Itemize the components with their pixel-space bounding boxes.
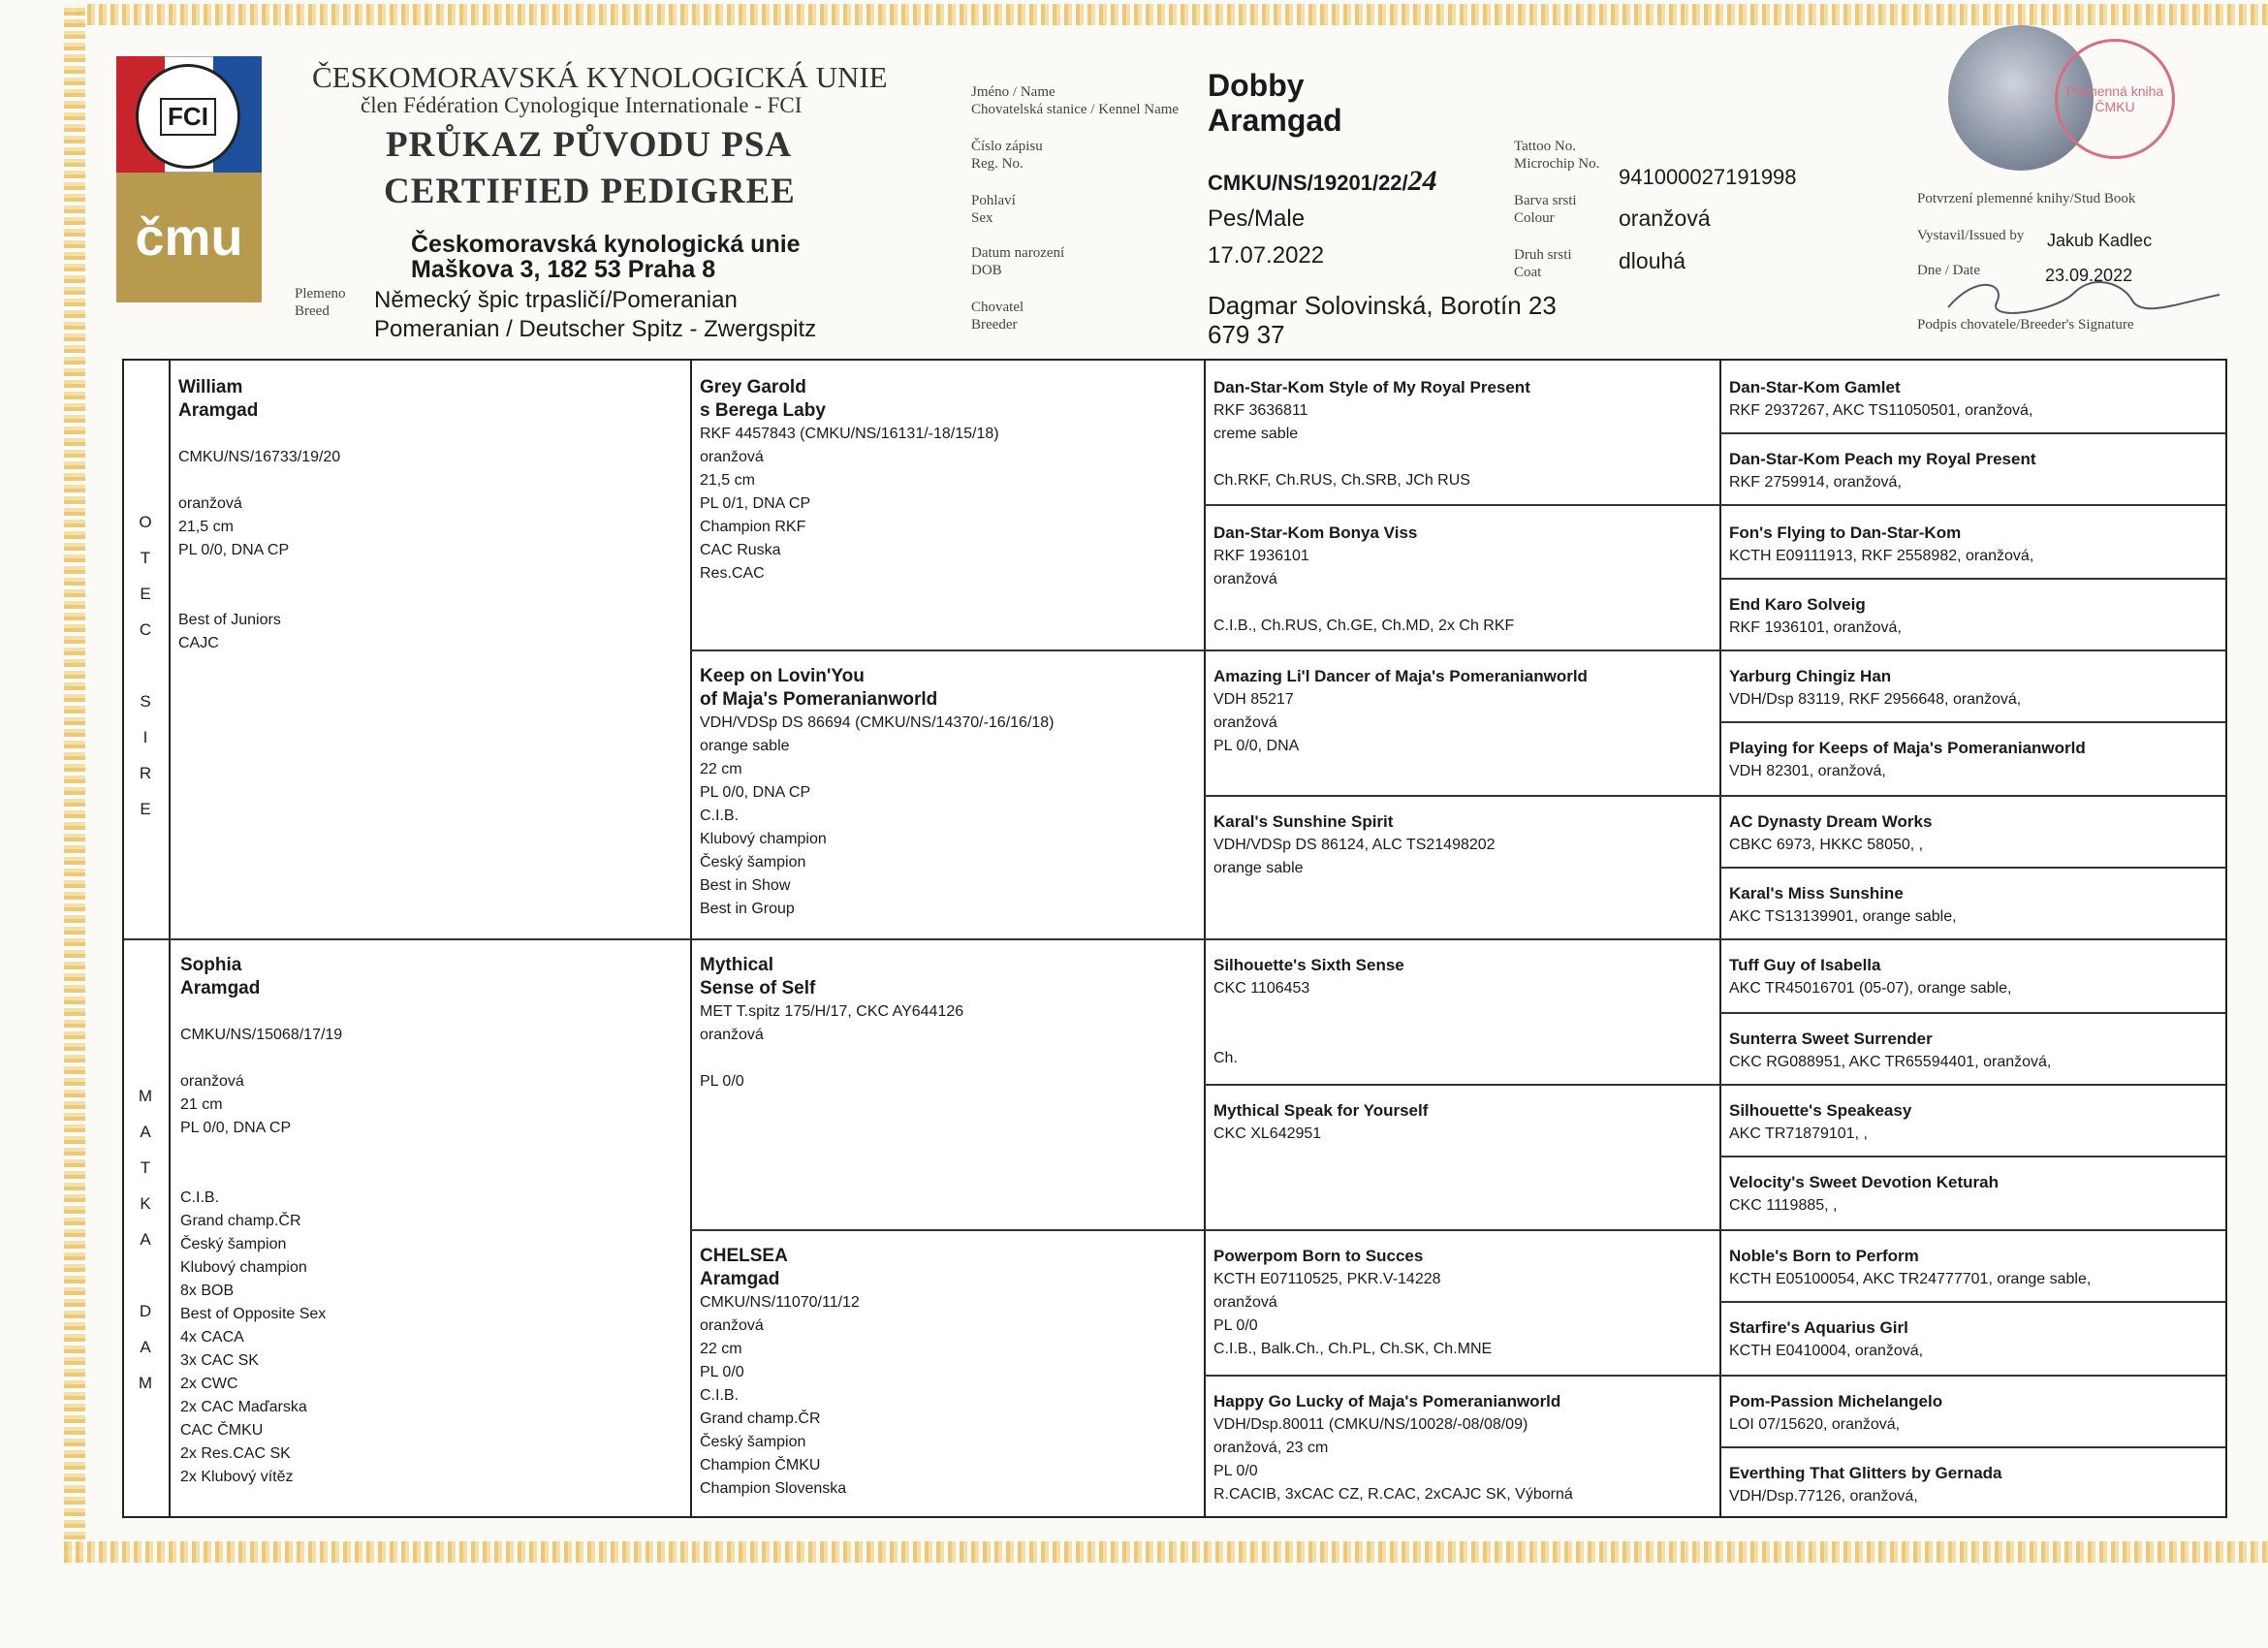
gen4-cell: Pom-Passion Michelangelo LOI 07/15620, oranžová, xyxy=(1729,1392,1943,1433)
pedigree-line: CAC Ruska xyxy=(700,542,781,558)
dam-cell: Sophia Aramgad CMKU/NS/15068/17/19 oranžová 21 cm PL 0/0, DNA CP C.I.B. Grand champ.ČR Český šampion Klubový champion 8x BOB Best of Opposite Sex 4x CACA 3x CAC SK 2x CWC 2x CAC Maďarska CAC ČMKU 2x Res.CAC SK 2x Klubový vítěz xyxy=(180,954,684,1489)
sex-label-2: Sex xyxy=(971,210,993,226)
colour-label-2: Colour xyxy=(1514,210,1555,226)
gen4-cell: Tuff Guy of Isabella AKC TR45016701 (05-07), orange sable, xyxy=(1729,956,2012,997)
gen4-cell: Fon's Flying to Dan-Star-Kom KCTH E09111913, RKF 2558982, oranžová, xyxy=(1729,523,2034,564)
reg-label-1: Číslo zápisu xyxy=(971,139,1043,154)
pedigree-line: CMKU/NS/16733/19/20 xyxy=(178,449,341,465)
pedigree-line: 4x CACA xyxy=(180,1329,244,1346)
pedigree-line: RKF 1936101 xyxy=(1213,548,1309,564)
pedigree-line xyxy=(178,423,682,446)
pedigree-line xyxy=(178,469,682,492)
pedigree-line: RKF 4457843 (CMKU/NS/16131/-18/15/18) xyxy=(700,426,999,442)
pedigree-line: PL 0/0 xyxy=(700,1073,744,1090)
pedigree-line: oranžová, 23 cm xyxy=(1213,1440,1329,1456)
pedigree-line: VDH/VDSp DS 86694 (CMKU/NS/14370/-16/16/18) xyxy=(700,714,1055,731)
gen3-cell: Karal's Sunshine Spirit VDH/VDSp DS 86124, ALC TS21498202 orange sable xyxy=(1213,810,1712,880)
stud-book-label: Potvrzení plemenné knihy/Stud Book xyxy=(1917,191,2136,206)
name-label-1: Jméno / Name xyxy=(971,84,1055,100)
breeder-value-2: 679 37 xyxy=(1208,320,1285,349)
breed-value-2: Pomeranian / Deutscher Spitz - Zwergspitz xyxy=(374,316,817,342)
gen4-cell: Starfire's Aquarius Girl KCTH E0410004, oranžová, xyxy=(1729,1318,1924,1359)
pedigree-line: Best in Group xyxy=(700,901,795,917)
date-value: 23.09.2022 xyxy=(2045,266,2133,285)
pedigree-line: CKC XL642951 xyxy=(1213,1125,1322,1142)
gen3-cell: Powerpom Born to Succes KCTH E07110525, PKR.V-14228 oranžová PL 0/0 C.I.B., Balk.Ch., Ch.PL, Ch.SK, Ch.MNE xyxy=(1213,1245,1712,1361)
breeder-value-1: Dagmar Solovinská, Borotín 23 xyxy=(1208,291,1557,320)
pedigree-line: Ch. xyxy=(1213,1050,1238,1066)
pedigree-line: Klubový champion xyxy=(180,1259,307,1276)
breeder-signature-icon xyxy=(1938,273,2229,322)
name-label-2: Chovatelská stanice / Kennel Name xyxy=(971,102,1180,117)
pedigree-line xyxy=(1213,1024,1712,1047)
dob-value: 17.07.2022 xyxy=(1208,242,1325,269)
pedigree-line: oranžová xyxy=(1213,571,1277,587)
pedigree-line xyxy=(1213,446,1712,469)
pedigree-line: C.I.B. xyxy=(180,1189,220,1206)
pedigree-line: VDH/VDSp DS 86124, ALC TS21498202 xyxy=(1213,837,1496,853)
pedigree-line: Res.CAC xyxy=(700,565,765,582)
pedigree-line: Ch.RKF, Ch.RUS, Ch.SRB, JCh RUS xyxy=(1213,472,1470,489)
gen4-cell: Silhouette's Speakeasy AKC TR71879101, , xyxy=(1729,1101,1912,1142)
pedigree-line: R.CACIB, 3xCAC CZ, R.CAC, 2xCAJC SK, Výborná xyxy=(1213,1486,1573,1503)
sire-cell: William Aramgad CMKU/NS/16733/19/20 oranžová 21,5 cm PL 0/0, DNA CP Best of Juniors CAJC xyxy=(178,376,682,655)
pedigree-line: CKC 1106453 xyxy=(1213,980,1310,997)
breeder-label-2: Breeder xyxy=(971,317,1018,333)
tattoo-label-2: Microchip No. xyxy=(1514,156,1600,172)
pedigree-line: C.I.B., Balk.Ch., Ch.PL, Ch.SK, Ch.MNE xyxy=(1213,1341,1493,1357)
pedigree-line: oranžová xyxy=(180,1073,244,1090)
date-label: Dne / Date xyxy=(1917,263,1980,278)
pedigree-line: creme sable xyxy=(1213,426,1299,442)
pedigree-line: orange sable xyxy=(1213,860,1304,876)
pedigree-line: VDH/Dsp.80011 (CMKU/NS/10028/-08/08/09) xyxy=(1213,1416,1528,1433)
gen4-cell: Velocity's Sweet Devotion Keturah CKC 1119885, , xyxy=(1729,1173,2000,1214)
gen4-cell: Everthing That Glitters by Gernada VDH/Dsp.77126, oranžová, xyxy=(1729,1464,2002,1505)
gen3-cell: Silhouette's Sixth Sense CKC 1106453 Ch. xyxy=(1213,954,1712,1070)
gen4-cell: Dan-Star-Kom Peach my Royal Present RKF 2759914, oranžová, xyxy=(1729,450,2036,491)
breed-value-1: Německý špic trpasličí/Pomeranian xyxy=(374,287,738,313)
sire-dam-cell: Keep on Lovin'You of Maja's Pomeranianworld VDH/VDSp DS 86694 (CMKU/NS/14370/-16/16/18) orange sable 22 cm PL 0/0, DNA CP C.I.B. Klubový champion Český šampion Best in Show Best in Group xyxy=(700,665,1194,921)
pedigree-line: PL 0/0 xyxy=(1213,1317,1258,1334)
signature-label: Podpis chovatele/Breeder's Signature xyxy=(1917,317,2134,333)
gen3-cell: Dan-Star-Kom Style of My Royal Present RKF 3636811 creme sable Ch.RKF, Ch.RUS, Ch.SRB, JCh RUS xyxy=(1213,376,1712,492)
pedigree-line: C.I.B. xyxy=(700,808,740,824)
pedigree-line xyxy=(180,1163,684,1187)
colour-value: oranžová xyxy=(1619,206,1711,231)
pedigree-line: oranžová xyxy=(178,495,242,512)
pedigree-line: 21,5 cm xyxy=(178,519,234,535)
cmku-logo xyxy=(116,56,262,302)
pedigree-line: PL 0/0, DNA CP xyxy=(180,1120,292,1136)
pedigree-line: 8x BOB xyxy=(180,1283,235,1299)
tattoo-label-1: Tattoo No. xyxy=(1514,139,1576,154)
pedigree-line: MET T.spitz 175/H/17, CKC AY644126 xyxy=(700,1003,964,1020)
pedigree-line: PL 0/0 xyxy=(1213,1463,1258,1479)
pedigree-line: PL 0/0, DNA xyxy=(1213,738,1300,754)
org-name: ČESKOMORAVSKÁ KYNOLOGICKÁ UNIE xyxy=(312,60,888,94)
pedigree-line: oranžová xyxy=(700,449,764,465)
gen3-cell: Dan-Star-Kom Bonya Viss RKF 1936101 oranžová C.I.B., Ch.RUS, Ch.GE, Ch.MD, 2x Ch RKF xyxy=(1213,522,1712,638)
decorative-border-top xyxy=(64,4,2268,25)
pedigree-line: 2x Res.CAC SK xyxy=(180,1445,291,1462)
gen3-cell: Amazing Li'l Dancer of Maja's Pomeranianworld VDH 85217 oranžová PL 0/0, DNA xyxy=(1213,665,1712,758)
cmku-emblem-icon: čmu xyxy=(116,173,262,302)
pedigree-line xyxy=(178,562,682,586)
gen3-cell: Mythical Speak for Yourself CKC XL642951 xyxy=(1213,1099,1712,1146)
pedigree-line: 3x CAC SK xyxy=(180,1352,259,1369)
pedigree-line: PL 0/0, DNA CP xyxy=(178,542,290,558)
pedigree-line: Český šampion xyxy=(700,1434,806,1450)
sire-side-label: O T E C S I R E xyxy=(139,513,152,818)
dam-side-label: M A T K A D A M xyxy=(138,1087,153,1392)
pedigree-line: oranžová xyxy=(700,1317,764,1334)
pedigree-line xyxy=(180,1047,684,1070)
pedigree-line: Best in Show xyxy=(700,877,791,894)
pedigree-line: Grand champ.ČR xyxy=(180,1213,301,1229)
pedigree-table xyxy=(122,359,2227,1518)
pedigree-line: Český šampion xyxy=(700,854,806,871)
pedigree-line: C.I.B. xyxy=(700,1387,740,1404)
pedigree-line: Champion Slovenska xyxy=(700,1480,847,1497)
pedigree-line: Best of Juniors xyxy=(178,612,281,628)
dog-name: Dobby Aramgad xyxy=(1208,68,1342,138)
pedigree-line xyxy=(1213,1000,1712,1024)
pedigree-line: C.I.B., Ch.RUS, Ch.GE, Ch.MD, 2x Ch RKF xyxy=(1213,618,1515,634)
dob-label-2: DOB xyxy=(971,263,1002,278)
gen4-cell: Playing for Keeps of Maja's Pomeranianworld VDH 82301, oranžová, xyxy=(1729,739,2086,779)
issued-value: Jakub Kadlec xyxy=(2047,231,2153,250)
pedigree-line: 22 cm xyxy=(700,1341,742,1357)
pedigree-line xyxy=(180,1140,684,1163)
pedigree-line xyxy=(1213,591,1712,615)
issued-label: Vystavil/Issued by xyxy=(1917,228,2025,243)
sex-label-1: Pohlaví xyxy=(971,193,1016,208)
reg-label-2: Reg. No. xyxy=(971,156,1024,172)
dob-label-1: Datum narození xyxy=(971,245,1065,261)
reg-value: CMKU/NS/19201/22/24 xyxy=(1208,165,1437,197)
pedigree-line: VDH 85217 xyxy=(1213,691,1294,708)
pedigree-line: orange sable xyxy=(700,738,790,754)
pedigree-line: 21 cm xyxy=(180,1096,223,1113)
colour-label-1: Barva srsti xyxy=(1514,193,1577,208)
coat-label-2: Coat xyxy=(1514,265,1542,280)
pedigree-line: CAC ČMKU xyxy=(180,1422,264,1439)
pedigree-line: 22 cm xyxy=(700,761,742,777)
gen4-cell: Yarburg Chingiz Han VDH/Dsp 83119, RKF 2956648, oranžová, xyxy=(1729,667,2022,708)
pedigree-line: PL 0/0 xyxy=(700,1364,744,1380)
pedigree-line: oranžová xyxy=(1213,714,1277,731)
pedigree-line: KCTH E07110525, PKR.V-14228 xyxy=(1213,1271,1441,1287)
fci-emblem-icon: FCI xyxy=(136,64,240,169)
address-line-1: Českomoravská kynologická unie xyxy=(411,231,801,258)
pedigree-line: PL 0/1, DNA CP xyxy=(700,495,811,512)
gen4-cell: Karal's Miss Sunshine AKC TS13139901, orange sable, xyxy=(1729,884,1957,925)
pedigree-line: Klubový champion xyxy=(700,831,827,847)
dam-sire-cell: Mythical Sense of Self MET T.spitz 175/H/17, CKC AY644126 oranžová PL 0/0 xyxy=(700,954,1194,1093)
sire-sire-cell: Grey Garold s Berega Laby RKF 4457843 (CMKU/NS/16131/-18/15/18) oranžová 21,5 cm PL 0/1, DNA CP Champion RKF CAC Ruska Res.CAC xyxy=(700,376,1194,586)
pedigree-line: CMKU/NS/11070/11/12 xyxy=(700,1294,860,1311)
gen4-cell: Sunterra Sweet Surrender CKC RG088951, AKC TR65594401, oranžová, xyxy=(1729,1030,2052,1070)
gen4-cell: Dan-Star-Kom Gamlet RKF 2937267, AKC TS11050501, oranžová, xyxy=(1729,378,2033,419)
pedigree-line: Grand champ.ČR xyxy=(700,1410,821,1427)
doc-title-cz: PRŮKAZ PŮVODU PSA xyxy=(386,125,793,165)
breeder-label-1: Chovatel xyxy=(971,300,1024,315)
gen4-cell: AC Dynasty Dream Works CBKC 6973, HKKC 58050, , xyxy=(1729,812,1933,853)
pedigree-line xyxy=(180,1000,684,1024)
pedigree-line: Český šampion xyxy=(180,1236,287,1252)
gen4-cell: Noble's Born to Perform KCTH E05100054, AKC TR24777701, orange sable, xyxy=(1729,1247,2092,1287)
pedigree-line: 21,5 cm xyxy=(700,472,755,489)
pedigree-line: Best of Opposite Sex xyxy=(180,1306,327,1322)
pedigree-line: PL 0/0, DNA CP xyxy=(700,784,811,801)
doc-title-en: CERTIFIED PEDIGREE xyxy=(384,172,796,211)
gen4-cell: End Karo Solveig RKF 1936101, oranžová, xyxy=(1729,595,1902,636)
dam-dam-cell: CHELSEA Aramgad CMKU/NS/11070/11/12 oranžová 22 cm PL 0/0 C.I.B. Grand champ.ČR Český šampion Champion ČMKU Champion Slovenska xyxy=(700,1245,1194,1501)
decorative-border-bottom xyxy=(64,1541,2268,1563)
coat-value: dlouhá xyxy=(1619,248,1686,273)
address-line-2: Maškova 3, 182 53 Praha 8 xyxy=(411,256,716,283)
tattoo-value: 941000027191998 xyxy=(1619,165,1797,189)
stud-book-stamp: Plemenná kniha ČMKU xyxy=(2055,39,2175,159)
sex-value: Pes/Male xyxy=(1208,206,1306,232)
pedigree-line: 2x Klubový vítěz xyxy=(180,1469,294,1485)
gen3-cell: Happy Go Lucky of Maja's Pomeranianworld VDH/Dsp.80011 (CMKU/NS/10028/-08/08/09) oranžová, 23 cm PL 0/0 R.CACIB, 3xCAC CZ, R.CAC, 2xCAJC SK, Výborná xyxy=(1213,1390,1712,1506)
pedigree-line: CMKU/NS/15068/17/19 xyxy=(180,1027,343,1043)
decorative-border-left xyxy=(64,4,85,1563)
pedigree-line: RKF 3636811 xyxy=(1213,402,1308,419)
pedigree-line xyxy=(700,1047,1194,1070)
pedigree-line: CAJC xyxy=(178,635,219,651)
org-member: člen Fédération Cynologique Internationale - FCI xyxy=(361,93,803,117)
pedigree-line: oranžová xyxy=(700,1027,764,1043)
pedigree-line: Champion ČMKU xyxy=(700,1457,821,1474)
pedigree-line: 2x CAC Maďarska xyxy=(180,1399,307,1415)
pedigree-line xyxy=(178,586,682,609)
coat-label-1: Druh srsti xyxy=(1514,247,1572,263)
pedigree-line: Champion RKF xyxy=(700,519,806,535)
breed-label: Plemeno Breed xyxy=(295,286,346,319)
pedigree-line: 2x CWC xyxy=(180,1376,238,1392)
pedigree-line: oranžová xyxy=(1213,1294,1277,1311)
